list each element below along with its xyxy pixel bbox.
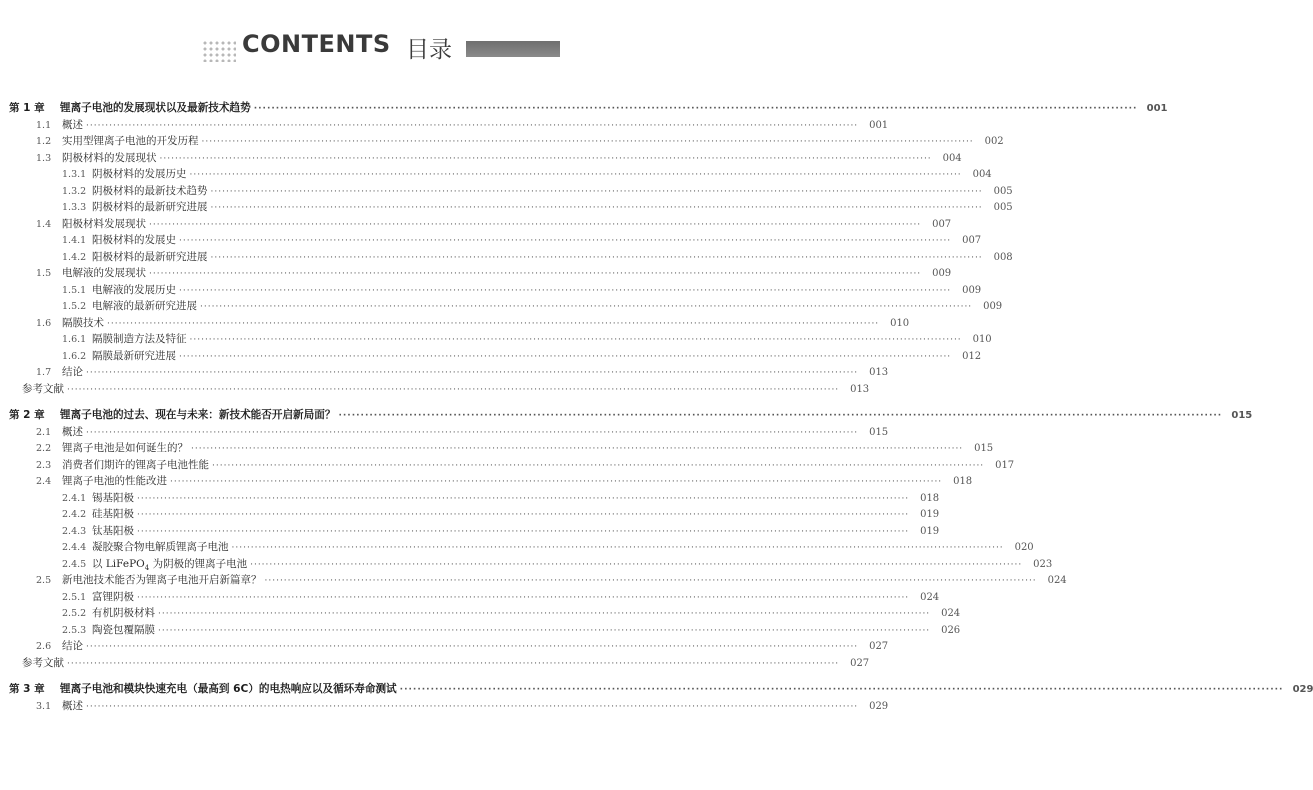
toc-entry-title: 富锂阴极 bbox=[92, 590, 134, 603]
toc-entry[interactable] bbox=[0, 117, 889, 134]
toc-entry-title: 消费者们期许的锂离子电池性能 bbox=[62, 458, 209, 471]
toc-page-number: 007 bbox=[962, 235, 982, 246]
toc-page-number: 024 bbox=[920, 591, 940, 603]
toc-entry-number: 2.5 bbox=[36, 575, 52, 586]
toc-entry-title: 阴极材料的发展现状 bbox=[62, 151, 157, 164]
toc-page-number: 018 bbox=[920, 492, 940, 504]
toc-leader-dots: ········································································································································································································ bbox=[200, 302, 973, 312]
toc-entry-number: 1.5.1 bbox=[62, 284, 87, 296]
toc-leader-dots: ········································································································································································································ bbox=[191, 444, 964, 454]
toc-entry-number: 1.1 bbox=[36, 119, 52, 131]
toc-entry-title: 阳极材料的最新研究进展 bbox=[92, 250, 208, 263]
toc-entry-title: 隔膜最新研究进展 bbox=[92, 349, 176, 362]
toc-entry[interactable] bbox=[0, 655, 870, 672]
toc-leader-dots: ········································································································································································································ bbox=[86, 642, 859, 652]
toc-entry[interactable] bbox=[0, 424, 889, 441]
toc-entry[interactable] bbox=[0, 457, 1015, 474]
toc-entry-number: 1.5 bbox=[36, 268, 52, 279]
toc-page-number: 002 bbox=[984, 136, 1004, 147]
toc-page-number: 004 bbox=[972, 169, 992, 180]
toc-leader-dots: ········································································································································································································ bbox=[338, 411, 1223, 421]
toc-entry-number: 2.5.1 bbox=[62, 591, 87, 603]
toc-leader-dots: ········································································································································································································ bbox=[212, 460, 985, 471]
toc-entry[interactable] bbox=[0, 133, 1004, 150]
toc-entry-title: 锂离子电池是如何诞生的？ bbox=[62, 442, 188, 454]
toc-page-number: 009 bbox=[932, 268, 952, 279]
toc-entry-number: 2.6 bbox=[36, 641, 52, 652]
toc-leader-dots: ········································································································································································································ bbox=[86, 701, 859, 712]
table-of-contents bbox=[0, 100, 1313, 714]
toc-entry-number: 1.6.2 bbox=[62, 350, 87, 362]
toc-entry-number: 3.1 bbox=[36, 700, 52, 712]
toc-entry-title: 锂离子电池的性能改进 bbox=[62, 475, 167, 487]
toc-entry[interactable] bbox=[0, 166, 992, 183]
toc-entry-title: 参考文献 bbox=[22, 656, 64, 669]
toc-entry[interactable] bbox=[0, 440, 994, 457]
toc-entry-title: 以 LiFePO$_4$ 为阴极的锂离子电池 bbox=[92, 557, 248, 572]
toc-page-number: 020 bbox=[1014, 542, 1034, 553]
toc-page-number: 026 bbox=[941, 624, 961, 636]
toc-leader-dots: ········································································································································································································ bbox=[264, 576, 1037, 586]
toc-entry[interactable] bbox=[0, 506, 940, 523]
toc-page-number: 015 bbox=[974, 443, 994, 454]
toc-page-number: 015 bbox=[1231, 410, 1253, 421]
toc-entry-title: 阴极材料的最新技术趋势 bbox=[92, 184, 208, 197]
toc-leader-dots: ········································································································································································································ bbox=[253, 104, 1138, 114]
toc-entry-number: 1.7 bbox=[36, 367, 52, 378]
toc-entry-title: 凝胶聚合物电解质锂离子电池 bbox=[92, 541, 229, 553]
toc-entry-number: 2.3 bbox=[36, 459, 52, 471]
toc-entry-title: 硅基阳极 bbox=[92, 508, 134, 520]
toc-page-number: 019 bbox=[920, 509, 940, 520]
toc-leader-dots: ········································································································································································································ bbox=[86, 368, 859, 378]
toc-entry-number: 1.6.1 bbox=[62, 334, 87, 345]
toc-page-number: 009 bbox=[962, 284, 982, 296]
toc-entry-number: 1.3.1 bbox=[62, 169, 87, 180]
toc-entry-number: 第 1 章 bbox=[9, 102, 45, 114]
toc-entry-number: 第 3 章 bbox=[9, 683, 45, 695]
toc-page-number: 009 bbox=[983, 301, 1003, 312]
toc-entry-title: 陶瓷包覆隔膜 bbox=[92, 623, 155, 636]
toc-entry[interactable] bbox=[0, 572, 1067, 589]
toc-leader-dots: ········································································································································································································ bbox=[210, 203, 983, 213]
toc-entry-title: 电解液的发展现状 bbox=[62, 267, 146, 279]
toc-leader-dots: ········································································································································································································ bbox=[179, 351, 952, 362]
toc-entry[interactable] bbox=[0, 539, 1034, 556]
toc-page-number: 024 bbox=[1047, 575, 1067, 586]
toc-entry-title: 阴极材料的最新研究进展 bbox=[92, 201, 208, 213]
toc-entry[interactable] bbox=[0, 216, 952, 233]
toc-entry-title: 阴极材料的发展历史 bbox=[92, 168, 187, 180]
toc-entry[interactable] bbox=[0, 183, 1013, 200]
toc-entry-number: 2.4.4 bbox=[62, 542, 87, 553]
toc-leader-dots: ········································································································································································································ bbox=[86, 427, 859, 438]
toc-page-number: 024 bbox=[941, 608, 961, 619]
toc-entry-title: 概述 bbox=[62, 118, 83, 131]
toc-leader-dots: ········································································································································································································ bbox=[137, 526, 910, 537]
toc-entry-title: 锂离子电池的发展现状以及最新技术趋势 bbox=[60, 102, 251, 114]
toc-entry-number: 1.6 bbox=[36, 317, 52, 329]
toc-entry[interactable] bbox=[0, 473, 973, 490]
toc-leader-dots: ········································································································································································································ bbox=[231, 543, 1004, 553]
toc-entry-number: 1.3.3 bbox=[62, 202, 87, 213]
toc-leader-dots: ········································································································································································································ bbox=[189, 335, 962, 345]
toc-entry-number: 1.4 bbox=[36, 218, 52, 230]
toc-leader-dots: ········································································································································································································ bbox=[210, 186, 983, 197]
toc-page-number: 010 bbox=[972, 334, 992, 345]
toc-entry-number: 2.1 bbox=[36, 426, 52, 438]
toc-entry[interactable] bbox=[0, 490, 940, 507]
toc-leader-dots: ········································································································································································································ bbox=[159, 153, 932, 164]
toc-page-number: 007 bbox=[932, 218, 952, 230]
toc-entry-number: 2.4.1 bbox=[62, 492, 87, 504]
toc-leader-dots: ········································································································································································································ bbox=[67, 384, 840, 395]
toc-entry[interactable] bbox=[0, 249, 1013, 266]
toc-entry-title: 隔膜制造方法及特征 bbox=[92, 333, 187, 345]
toc-leader-dots: ········································································································································································································ bbox=[250, 559, 1023, 570]
toc-leader-dots: ········································································································································································································ bbox=[149, 219, 922, 230]
toc-page-number: 018 bbox=[953, 476, 973, 487]
toc-chapter-entry[interactable] bbox=[0, 100, 1168, 117]
toc-entry-number: 2.5.3 bbox=[62, 624, 87, 636]
toc-entry-number: 1.3.2 bbox=[62, 185, 87, 197]
toc-leader-dots: ········································································································································································································ bbox=[149, 269, 922, 279]
toc-page-number: 005 bbox=[993, 185, 1013, 197]
toc-entry[interactable] bbox=[0, 199, 1013, 216]
toc-page-number: 004 bbox=[942, 152, 962, 164]
toc-entry[interactable] bbox=[0, 605, 961, 622]
toc-entry-number: 2.5.2 bbox=[62, 608, 87, 619]
contents-title-cn: 目录 bbox=[406, 37, 452, 63]
toc-entry-number: 2.4.2 bbox=[62, 509, 87, 520]
toc-leader-dots: ········································································································································································································ bbox=[189, 170, 962, 180]
dot-pattern-decoration bbox=[202, 40, 236, 62]
toc-page-number: 013 bbox=[850, 383, 870, 395]
toc-entry[interactable] bbox=[0, 315, 910, 332]
toc-entry[interactable] bbox=[0, 698, 889, 715]
toc-entry[interactable] bbox=[0, 150, 962, 167]
header-bar-decoration bbox=[466, 41, 560, 57]
toc-entry-title: 概述 bbox=[62, 699, 83, 712]
toc-leader-dots: ········································································································································································································ bbox=[137, 510, 910, 520]
toc-leader-dots: ········································································································································································································ bbox=[179, 285, 952, 296]
toc-page-number: 023 bbox=[1033, 558, 1053, 570]
toc-leader-dots: ········································································································································································································ bbox=[399, 685, 1284, 695]
contents-header bbox=[0, 14, 560, 70]
toc-entry-title: 阳极材料发展现状 bbox=[62, 217, 146, 230]
toc-entry[interactable] bbox=[0, 589, 940, 606]
toc-page-number: 012 bbox=[962, 350, 982, 362]
toc-entry-title: 结论 bbox=[62, 640, 83, 652]
toc-chapter-entry[interactable] bbox=[0, 681, 1313, 698]
toc-leader-dots: ········································································································································································································ bbox=[137, 592, 910, 603]
toc-entry[interactable] bbox=[0, 265, 952, 282]
toc-page-number: 017 bbox=[995, 459, 1015, 471]
toc-leader-dots: ········································································································································································································ bbox=[137, 493, 910, 504]
toc-entry-title: 实用型锂离子电池的开发历程 bbox=[62, 135, 199, 147]
toc-entry-title: 结论 bbox=[62, 366, 83, 378]
toc-entry-title: 有机阴极材料 bbox=[92, 607, 155, 619]
toc-leader-dots: ········································································································································································································ bbox=[179, 236, 952, 246]
toc-entry[interactable] bbox=[0, 556, 1053, 573]
toc-entry-number: 2.4 bbox=[36, 476, 52, 487]
toc-leader-dots: ········································································································································································································ bbox=[170, 477, 943, 487]
toc-page-number: 015 bbox=[869, 426, 889, 438]
toc-entry[interactable] bbox=[0, 232, 982, 249]
toc-entry-number: 1.3 bbox=[36, 152, 52, 164]
toc-leader-dots: ········································································································································································································ bbox=[158, 609, 931, 619]
toc-entry-title: 锡基阳极 bbox=[92, 491, 134, 504]
toc-entry[interactable] bbox=[0, 298, 1003, 315]
toc-leader-dots: ········································································································································································································ bbox=[107, 318, 880, 329]
toc-entry-title: 概述 bbox=[62, 425, 83, 438]
toc-page-number: 029 bbox=[869, 700, 889, 712]
toc-entry-number: 2.4.3 bbox=[62, 525, 87, 537]
toc-entry-number: 1.2 bbox=[36, 136, 52, 147]
toc-leader-dots: ········································································································································································································ bbox=[67, 658, 840, 669]
toc-page-number: 001 bbox=[869, 119, 889, 131]
toc-entry-title: 电解液的发展历史 bbox=[92, 283, 176, 296]
toc-entry[interactable] bbox=[0, 331, 992, 348]
toc-leader-dots: ········································································································································································································ bbox=[201, 137, 974, 147]
toc-page-number: 029 bbox=[1292, 684, 1313, 695]
toc-entry-number: 2.4.5 bbox=[62, 558, 87, 570]
toc-entry-number: 1.4.2 bbox=[62, 251, 87, 263]
toc-entry-title: 钛基阳极 bbox=[92, 524, 134, 537]
toc-entry-title: 新电池技术能否为锂离子电池开启新篇章？ bbox=[62, 574, 262, 586]
toc-page-number: 008 bbox=[993, 251, 1013, 263]
toc-page-number: 005 bbox=[993, 202, 1013, 213]
toc-entry[interactable] bbox=[0, 523, 940, 540]
toc-entry-title: 参考文献 bbox=[22, 382, 64, 395]
toc-page-number: 013 bbox=[869, 367, 889, 378]
toc-page-number: 027 bbox=[869, 641, 889, 652]
toc-chapter-entry[interactable] bbox=[0, 407, 1253, 424]
toc-entry[interactable] bbox=[0, 381, 870, 398]
toc-page-number: 027 bbox=[850, 657, 870, 669]
toc-entry-title: 电解液的最新研究进展 bbox=[92, 300, 197, 312]
toc-leader-dots: ········································································································································································································ bbox=[86, 120, 859, 131]
toc-page-number: 001 bbox=[1146, 103, 1168, 114]
toc-entry[interactable] bbox=[0, 282, 982, 299]
toc-entry-number: 1.5.2 bbox=[62, 301, 87, 312]
contents-title: CONTENTS bbox=[242, 30, 391, 58]
toc-entry-number: 2.2 bbox=[36, 443, 52, 454]
toc-entry-number: 1.4.1 bbox=[62, 235, 87, 246]
toc-entry-title: 锂离子电池和模块快速充电（最高到 6C）的电热响应以及循环寿命测试 bbox=[60, 683, 397, 695]
toc-entry-number: 第 2 章 bbox=[9, 409, 45, 421]
toc-entry[interactable] bbox=[0, 638, 889, 655]
toc-entry[interactable] bbox=[0, 622, 961, 639]
toc-entry-title: 阳极材料的发展史 bbox=[92, 234, 176, 246]
toc-entry[interactable] bbox=[0, 364, 889, 381]
toc-page-number: 010 bbox=[890, 317, 910, 329]
toc-entry-title: 隔膜技术 bbox=[62, 316, 104, 329]
toc-leader-dots: ········································································································································································································ bbox=[158, 625, 931, 636]
toc-entry-title: 锂离子电池的过去、现在与未来：新技术能否开启新局面？ bbox=[60, 409, 336, 421]
toc-leader-dots: ········································································································································································································ bbox=[210, 252, 983, 263]
toc-page-number: 019 bbox=[920, 525, 940, 537]
toc-entry[interactable] bbox=[0, 348, 982, 365]
